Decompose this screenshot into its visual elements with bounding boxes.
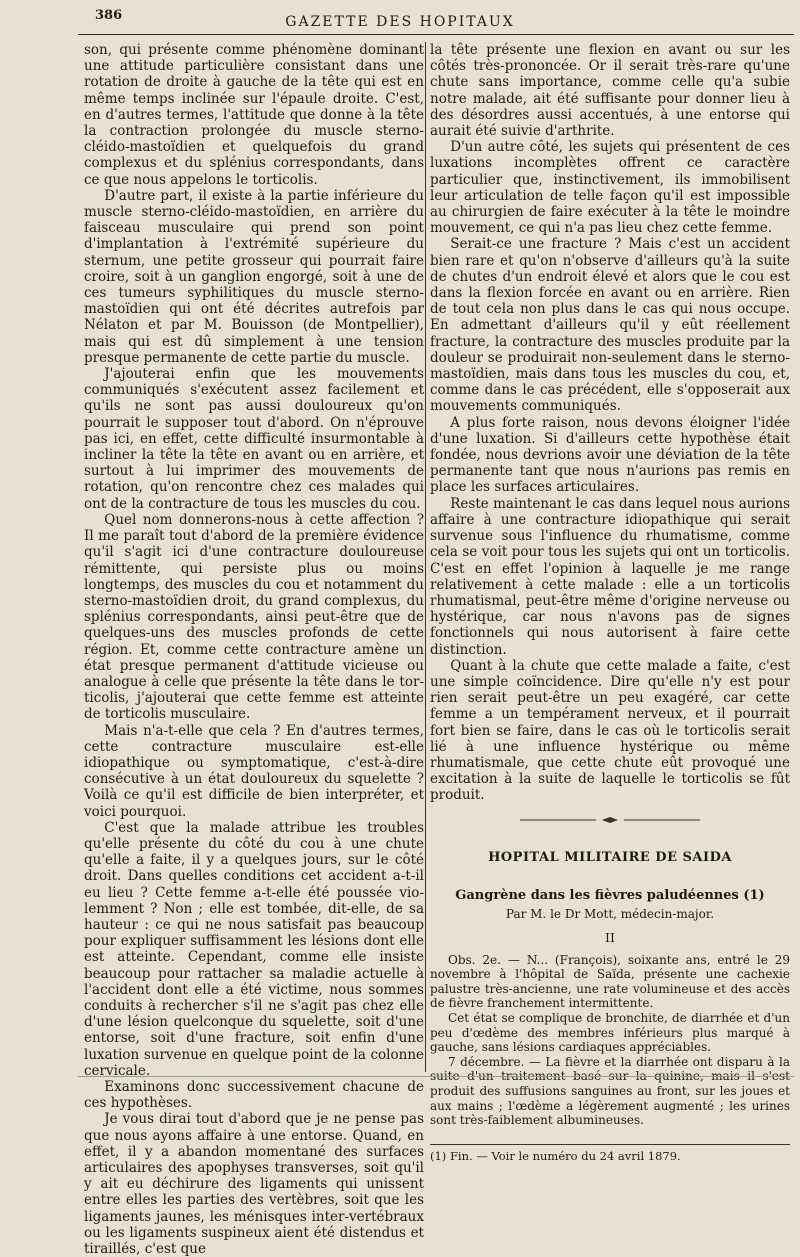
section-ornament bbox=[430, 812, 790, 828]
paragraph: Quant à la chute que cette malade a faite, c'est une simple coïncidence. Dire qu'elle n'y est pour rien serait peut-être un peu exagéré, car cette femme a un tempérament nerveux, et il pourrait fort bien se faire, dans le cas où le torticolis serait lié à une influence hystérique ou même rhumatismale, que cette chute eût provoqué une excitation à la suite de laquelle le torticolis se fût produit. bbox=[430, 657, 790, 804]
paragraph: Obs. 2e. — N... (François), soixante ans, entré le 29 novembre à l'hôpital de Saïda, présente une cachexie palustre très-ancienne, une rate volumineuse et des accès de fièvre franchement intermittente. bbox=[430, 952, 790, 1011]
article-author: Par M. le Dr Mott, médecin-major. bbox=[505, 907, 715, 922]
article-title: Gangrène dans les fièvres paludéennes (1) bbox=[455, 887, 765, 903]
right-column bbox=[430, 42, 790, 1163]
column-divider bbox=[425, 42, 426, 1072]
ornament-rule-icon bbox=[520, 816, 700, 824]
footnote-rule bbox=[430, 1144, 790, 1145]
paragraph: D'autre part, il existe à la partie inférieure du muscle sterno-cléido-mastoïdien, en arrière du faisceau musculaire qui prend son point d'implantation à l'extrémité supérieure du sternum, une petite grosseur qui pourrait faire croire, soit à un ganglion engorgé, soit à une de ces tumeurs syphilitiques du muscle sterno-mastoïdien qui ont été décrites autrefois par Nélaton et par M. Bouisson (de Montpellier), mais qui est dû simplement à une tension presque permanente de cette partie du muscle. bbox=[84, 187, 424, 366]
left-column bbox=[84, 42, 424, 1257]
paragraph: son, qui présente comme phénomène dominant une attitude particulière consistant dans une rotation de droite à gauche de la tête qui est en même temps inclinée sur l'épaule droite. C'est, en d'autres termes, l'attitude que donne à la tête la contraction prolongée du muscle sterno-cléido-mastoïdien et quelquefois du grand complexus et du splénius correspondants, dans ce que nous appelons le torticolis. bbox=[84, 42, 424, 188]
paragraph: J'ajouterai enfin que les mouvements communiqués s'exécutent assez facilement et qu'ils ne sont pas aussi douloureux qu'on pourrait le supposer tout d'abord. On n'éprouve pas ici, en effet, cette difficulté insurmontable à incliner la tête la tête en avant ou en arrière, et surtout à lui imprimer des mouvements de rotation, qu'on rencontre chez ces malades qui ont de la contracture de tous les muscles du cou. bbox=[84, 366, 424, 512]
footnote: (1) Fin. — Voir le numéro du 24 avril 1879. bbox=[430, 1148, 681, 1163]
paragraph: C'est que la malade attribue les troubles qu'elle présente du côté du cou à une chute qu'elle a faite, il y a quelques jours, sur le côté droit. Dans quelles conditions cet accident a-t-il eu lieu ? Cette femme a-t-elle été poussée violemment ? Non ; elle est tombée, dit-elle, de sa hauteur : ce qui ne nous satisfait pas beaucoup pour expliquer suffisamment les lésions dont elle est atteinte. Cependant, comme elle insiste beaucoup pour rattacher sa maladie actuelle à l'accident dont elle a été victime, nous sommes conduits à rechercher s'il ne s'agit pas chez elle d'une lésion quelconque du squelette, soit d'une entorse, soit d'une fracture, soit enfin d'une luxation survenue en quelque point de la colonne cervicale. bbox=[84, 819, 424, 1079]
bottom-rule bbox=[78, 1076, 794, 1077]
section-heading: HOPITAL MILITAIRE DE SAIDA bbox=[488, 849, 732, 865]
paragraph: Reste maintenant le cas dans lequel nous aurions affaire à une contracture idiopathique qui serait survenue sous l'influence du rhumatisme, comme cela se voit pour tous les sujets qui ont un torticolis. C'est en effet l'opinion à laquelle je me range relativement à cette malade : elle a un torticolis rhumatismal, peut-être même d'origine nerveuse ou hystérique, car nous n'avons pas de signes fonctionnels qui nous autorisent à faire cette distinction. bbox=[430, 495, 790, 658]
paragraph: Serait-ce une fracture ? Mais c'est un accident bien rare et qu'on n'observe d'ailleurs qu'à la suite de chutes d'un endroit élevé et alors que le cou est dans la flexion forcée en avant ou en arrière. Rien de tout cela non plus dans le cas qui nous occupe. En admettant d'ailleurs qu'il y eût réellement fracture, la contracture des muscles produite par la douleur se produirait non-seulement dans le sterno-mastoïdien, mais dans tous les muscles du cou, et, comme dans le cas précédent, elle s'opposerait aux mouvements communiqués. bbox=[430, 236, 790, 415]
paragraph: 7 décembre. — La fièvre et la diarrhée ont disparu à la suite d'un traitement basé sur la quinine, mais il s'est produit des suffusions sanguines au front, sur les joues et aux mains ; l'œdème a légèrement augmenté ; les urines sont très-faiblement albumineuses. bbox=[430, 1054, 790, 1128]
paragraph: A plus forte raison, nous devons éloigner l'idée d'une luxation. Si d'ailleurs cette hypothèse était fondée, nous devrions avoir une déviation de la tête permanente tant que nous n'aurions pas remis en place les surfaces articulaires. bbox=[430, 414, 790, 496]
page-number: 386 bbox=[95, 8, 123, 23]
part-number: II bbox=[605, 930, 615, 946]
running-title: GAZETTE DES HOPITAUX bbox=[285, 14, 515, 30]
paragraph: Mais n'a-t-elle que cela ? En d'autres termes, cette contracture musculaire est-elle idiopathique ou symptomatique, c'est-à-dire consécutive à un état douloureux du squelette ? Voilà ce qu'il est difficile de bien interpréter, et voici pourquoi. bbox=[84, 722, 424, 820]
observation-text bbox=[430, 953, 790, 1128]
paragraph: D'un autre côté, les sujets qui présentent de ces luxations incomplètes offrent ce caractère particulier que, instinctivement, ils immobilisent leur articulation de telle façon qu'il est impossible au chirurgien de faire exécuter à la tête le moindre mouvement, ce qui n'a pas lieu chez cette femme. bbox=[430, 139, 790, 237]
paragraph: Quel nom donnerons-nous à cette affection ? Il me paraît tout d'abord de la première évidence qu'il s'agit ici d'une contracture douloureuse rémittente, qui persiste plus ou moins longtemps, des muscles du cou et notamment du sterno-mastoïdien droit, du grand complexus, du splénius correspondants, ainsi peut-être que de quelques-uns des muscles profonds de cette région. Et, comme cette contracture amène un état presque permanent d'attitude vicieuse ou analogue à celle que présente la tête dans le torticolis, j'ajouterai que cette femme est atteinte de torticolis musculaire. bbox=[84, 511, 424, 723]
paragraph: Cet état se complique de bronchite, de diarrhée et d'un peu d'œdème des membres inférieurs plus marqué à gauche, sans lésions cardiaques appréciables. bbox=[430, 1010, 790, 1055]
header-rule bbox=[78, 34, 794, 35]
paragraph: la tête présente une flexion en avant ou sur les côtés très-prononcée. Or il serait très-rare qu'une chute sans importance, comme celle qu'a subie notre malade, ait été suffisante pour donner lieu à des désordres aussi accentués, à une entorse qui aurait été suivie d'arthrite. bbox=[430, 42, 790, 140]
paragraph: Examinons donc successivement chacune de ces hypothèses. bbox=[84, 1079, 424, 1112]
paragraph: Je vous dirai tout d'abord que je ne pense pas que nous ayons affaire à une entorse. Quand, en effet, il y a abandon momentané des surfaces articulaires des apophyses transverses, soit qu'il y ait eu déchirure des ligaments qui unissent entre elles les parties des vertèbres, soit que les ligaments jaunes, les ménisques inter-vertébraux ou les ligaments suspineux aient été distendus et tiraillés, c'est que bbox=[84, 1111, 424, 1257]
